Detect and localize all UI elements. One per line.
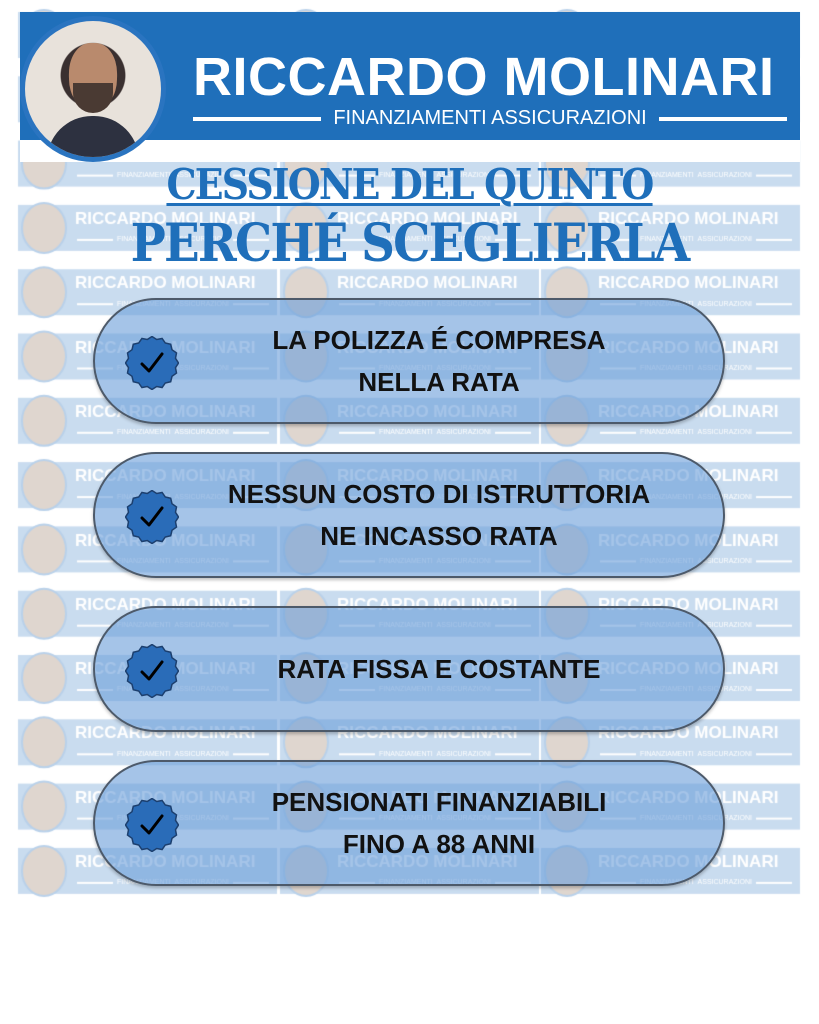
check-badge-icon [125,798,179,852]
benefit-pill [93,452,725,578]
check-badge-icon [125,644,179,698]
title-line-1: CESSIONE DEL QUINTO [166,160,653,209]
benefit-pill [93,298,725,424]
brand-subtitle-text: FINANZIAMENTI ASSICURAZIONI [333,107,647,129]
brand-subtitle [193,107,787,130]
benefit-pill [93,606,725,732]
brand-name: RICCARDO MOLINARI [193,47,775,107]
benefit-text: LA POLIZZA É COMPRESA NELLA RATA [272,325,606,397]
profile-photo [20,16,166,162]
benefit-text: RATA FISSA E COSTANTE [277,654,601,684]
title-line-2: PERCHÉ SCEGLIERLA [130,213,689,274]
check-badge-icon [125,490,179,544]
check-badge-icon [125,336,179,390]
benefit-text: NESSUN COSTO DI ISTRUTTORIA NE INCASSO RATA [227,479,651,551]
benefit-pill [93,760,725,886]
benefit-text: PENSIONATI FINANZIABILI FINO A 88 ANNI [271,787,607,859]
